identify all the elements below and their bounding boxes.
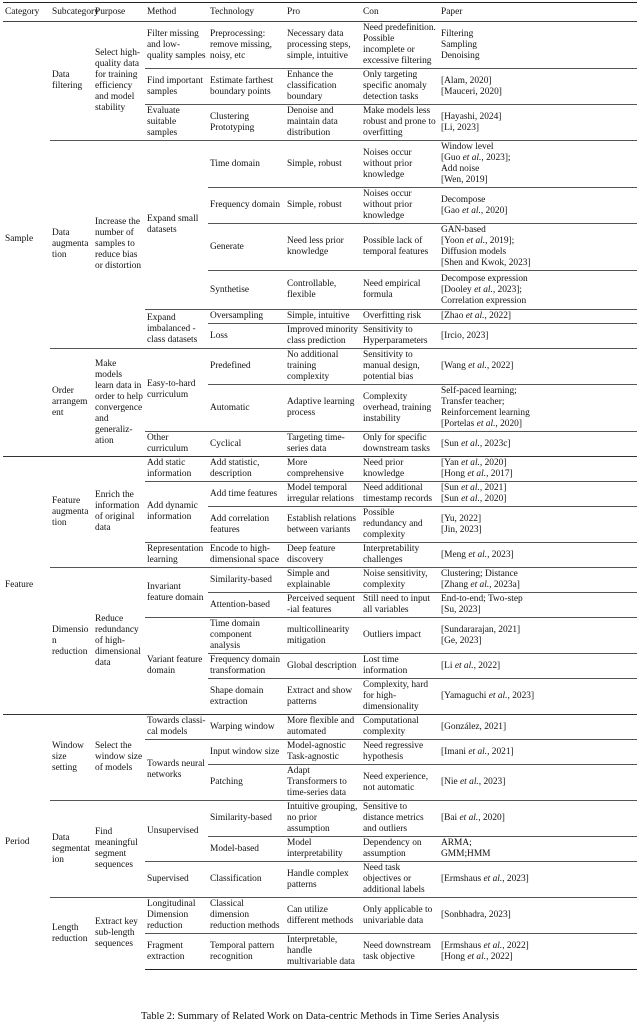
paper-cell: Self-paced learning; Transfer teacher; Reinforcement learning [Portelas et al., 2020]: [439, 385, 637, 432]
pro-cell: Adaptive learning process: [285, 385, 361, 432]
paper-cell: [Ermshaus et al., 2023]: [439, 862, 637, 898]
table-caption: Table 2: Summary of Related Work on Data-centric Methods in Time Series Analysis: [140, 1011, 500, 1022]
paper-cell: [Sun et al., 2023c]: [439, 432, 637, 457]
header-subcategory: Subcategory: [50, 3, 93, 22]
technology-cell: Classification: [208, 862, 285, 898]
pro-cell: Perceived sequent -ial features: [285, 593, 361, 618]
method-cell: Invariant feature domain: [145, 568, 208, 618]
pro-cell: Simple, robust: [285, 188, 361, 224]
paper-cell: Window level [Guo et al., 2023]; Add noise [Wen, 2019]: [439, 141, 637, 188]
purpose-cell: Enrich the information of original data: [93, 457, 145, 568]
pro-cell: Enhance the classification boundary: [285, 69, 361, 105]
header-method: Method: [145, 3, 208, 22]
table-row: [3, 22, 637, 69]
purpose-cell: Reduce redundancy of high-dimensional data: [93, 568, 145, 715]
method-cell: Filter missing and low-quality samples: [147, 28, 206, 61]
technology-cell: Similarity-based: [208, 568, 285, 593]
pro-cell: Denoise and maintain data distribution: [285, 105, 361, 141]
pro-cell: Model temporal irregular relations: [285, 482, 361, 507]
pro-cell: Controllable, flexible: [285, 271, 361, 310]
paper-cell: [Ermshaus et al., 2022] [Hong et al., 2022]: [439, 934, 637, 970]
subcategory-cell: Order arrangement: [50, 349, 93, 457]
table-row: [3, 349, 637, 385]
subcategory-cell: Window size setting: [50, 715, 93, 801]
header-technology: Technology: [208, 3, 285, 22]
purpose-cell: Find meaningful segment sequences: [93, 801, 145, 898]
method-cell: Variant feature domain: [145, 618, 208, 715]
technology-cell: Time domain component analysis: [208, 618, 285, 654]
subcategory-cell: Length reduction: [50, 898, 93, 970]
con-cell: Need prior knowledge: [361, 457, 439, 482]
con-cell: Sensitive to distance metrics and outliers: [361, 801, 439, 837]
technology-cell: Input window size: [208, 740, 285, 765]
table-row: [3, 568, 637, 593]
paper-cell: [Alam, 2020] [Mauceri, 2020]: [439, 69, 637, 105]
table-row: [3, 801, 637, 837]
con-cell: Need regressive hypothesis: [361, 740, 439, 765]
con-cell: Interpretability challenges: [361, 543, 439, 568]
paper-cell: [Ircio, 2023]: [439, 324, 637, 349]
technology-cell: Add correlation features: [208, 507, 285, 543]
paper-cell: [Sun et al., 2021] [Sun et al., 2020]: [439, 482, 637, 507]
pro-cell: Extract and show patterns: [285, 679, 361, 715]
con-cell: Noise sensitivity, complexity: [361, 568, 439, 593]
con-cell: Noises occur without prior knowledge: [361, 188, 439, 224]
header-purpose: Purpose: [93, 3, 145, 22]
table-row: [3, 141, 637, 188]
method-cell: Fragment extraction: [145, 934, 208, 970]
method-cell: Other curriculum: [145, 432, 208, 457]
paper-cell: [Yan et al., 2020] [Hong et al., 2017]: [439, 457, 637, 482]
con-cell: Need task objectives or additional labels: [361, 862, 439, 898]
paper-cell: [Sonbhadra, 2023]: [439, 898, 637, 934]
paper-cell: [Imani et al., 2021]: [439, 740, 637, 765]
pro-cell: More flexible and automated: [285, 715, 361, 740]
method-cell: Representation learning: [145, 543, 208, 568]
method-cell: Easy-to-hard curriculum: [145, 349, 208, 432]
pro-cell: Establish relations between variants: [285, 507, 361, 543]
pro-cell: Model interpretability: [285, 837, 361, 862]
con-cell: Need empirical formula: [361, 271, 439, 310]
technology-cell: Classical dimension reduction methods: [208, 898, 285, 934]
technology-cell: Loss: [208, 324, 285, 349]
con-cell: Complexity overhead, training instability: [361, 385, 439, 432]
pro-cell: Handle complex patterns: [285, 862, 361, 898]
con-cell: Still need to input all variables: [361, 593, 439, 618]
pro-cell: More comprehensive: [285, 457, 361, 482]
header-paper: Paper: [439, 3, 637, 22]
paper-cell: Clustering; Distance [Zhang et al., 2023a]: [439, 568, 637, 593]
subcategory-cell: Data augmentation: [50, 141, 93, 349]
paper-cell: [Nie et al., 2023]: [439, 765, 637, 801]
subcategory-cell: Feature augmentation: [50, 457, 93, 568]
con-cell: Computational complexity: [361, 715, 439, 740]
technology-cell: Cyclical: [208, 432, 285, 457]
technology-cell: Time domain: [208, 141, 285, 188]
technology-cell: Warping window: [208, 715, 285, 740]
technology-cell: Add time features: [208, 482, 285, 507]
method-cell: Find important samples: [145, 69, 208, 105]
pro-cell: Simple, intuitive: [285, 310, 361, 324]
con-cell: Outliers impact: [361, 618, 439, 654]
method-cell: Unsupervised: [145, 801, 208, 862]
method-cell: Evaluate suitable samples: [145, 105, 208, 141]
technology-cell: Temporal pattern recognition: [208, 934, 285, 970]
pro-cell: Necessary data processing steps, simple, intuitive: [287, 28, 351, 61]
paper-cell: [González, 2021]: [439, 715, 637, 740]
paper-cell: [Li et al., 2022]: [439, 654, 637, 679]
con-cell: Need experience, not automatic: [361, 765, 439, 801]
pro-cell: Simple and explainable: [285, 568, 361, 593]
technology-cell: Preprocessing: remove missing, noisy, etc: [210, 28, 272, 61]
method-cell: Towards neural networks: [145, 740, 208, 801]
pro-cell: Global description: [285, 654, 361, 679]
subcategory-cell: Dimension reduction: [50, 568, 93, 715]
technology-cell: Predefined: [208, 349, 285, 385]
paper-cell: [Meng et al., 2023]: [439, 543, 637, 568]
table-row: [3, 457, 637, 482]
pro-cell: Can utilize different methods: [285, 898, 361, 934]
table-row: [3, 715, 637, 740]
paper-cell: End-to-end; Two-step [Su, 2023]: [439, 593, 637, 618]
pro-cell: multicollinearity mitigation: [285, 618, 361, 654]
pro-cell: Improved minority class prediction: [285, 324, 361, 349]
technology-cell: Similarity-based: [208, 801, 285, 837]
pro-cell: Need less prior knowledge: [285, 224, 361, 271]
pro-cell: Simple, robust: [285, 141, 361, 188]
header-con: Con: [361, 3, 439, 22]
table-body: [3, 22, 637, 970]
technology-cell: Frequency domain transformation: [208, 654, 285, 679]
method-cell: Expand imbalanced -class datasets: [145, 310, 208, 349]
technology-cell: Model-based: [208, 837, 285, 862]
header-pro: Pro: [285, 3, 361, 22]
category-cell: Feature: [3, 457, 50, 715]
method-cell: Supervised: [145, 862, 208, 898]
pro-cell: Deep feature discovery: [285, 543, 361, 568]
purpose-cell: Make models learn data in order to help convergence and generaliz-ation: [93, 349, 145, 457]
paper-cell: ARMA; GMM;HMM: [439, 837, 637, 862]
paper-cell: Decompose expression [Dooley et al., 2023]; Correlation expression: [439, 271, 637, 310]
con-cell: Only applicable to univariable data: [361, 898, 439, 934]
con-cell: Possible lack of temporal features: [361, 224, 439, 271]
method-cell: Add dynamic information: [145, 482, 208, 543]
con-cell: Only targeting specific anomaly detection tasks: [361, 69, 439, 105]
purpose-cell: Increase the number of samples to reduce bias or distortion: [93, 141, 145, 349]
paper-cell: [Sundararajan, 2021] [Ge, 2023]: [439, 618, 637, 654]
method-cell: Add static information: [145, 457, 208, 482]
summary-table: [3, 2, 637, 970]
pro-cell: No additional training complexity: [285, 349, 361, 385]
con-cell: Only for specific downstream tasks: [361, 432, 439, 457]
con-cell: Dependency on assumption: [361, 837, 439, 862]
table-row: [3, 898, 637, 934]
con-cell: Make models less robust and prone to overfitting: [361, 105, 439, 141]
technology-cell: Oversampling: [208, 310, 285, 324]
paper-cell: [Yu, 2022] [Jin, 2023]: [439, 507, 637, 543]
pro-cell: Intuitive grouping, no prior assumption: [285, 801, 361, 837]
con-cell: Need predefinition. Possible incomplete or excessive filtering: [363, 23, 436, 66]
paper-cell: [Zhao et al., 2022]: [439, 310, 637, 324]
method-cell: Longitudinal Dimension reduction: [145, 898, 208, 934]
technology-cell: Shape domain extraction: [208, 679, 285, 715]
header-category: Category: [3, 3, 50, 22]
con-cell: Need downstream task objective: [361, 934, 439, 970]
technology-cell: Attention-based: [208, 593, 285, 618]
subcategory-cell: Data segmentation: [50, 801, 93, 898]
con-cell: Need additional timestamp records: [361, 482, 439, 507]
technology-cell: Clustering Prototyping: [208, 105, 285, 141]
method-cell: Towards classi-cal models: [145, 715, 208, 740]
purpose-cell: Select high-quality data for training efficiency and model stability: [95, 48, 141, 113]
purpose-cell: Extract key sub-length sequences: [93, 898, 145, 970]
pro-cell: Targeting time-series data: [285, 432, 361, 457]
technology-cell: Estimate farthest boundary points: [208, 69, 285, 105]
con-cell: Sensitivity to Hyperparameters: [361, 324, 439, 349]
subcategory-cell: Data filtering: [52, 70, 83, 91]
technology-cell: Add statistic, description: [208, 457, 285, 482]
method-cell: Expand small datasets: [145, 141, 208, 310]
paper-cell: [Wang et al., 2022]: [439, 349, 637, 385]
paper-cell: GAN-based [Yoon et al., 2019]; Diffusion models [Shen and Kwok, 2023]: [439, 224, 637, 271]
paper-cell: Decompose [Gao et al., 2020]: [439, 188, 637, 224]
pro-cell: Interpretable, handle multivariable data: [285, 934, 361, 970]
pro-cell: Model-agnostic Task-agnostic: [285, 740, 361, 765]
technology-cell: Synthetise: [208, 271, 285, 310]
paper-cell: [Yamaguchi et al., 2023]: [439, 679, 637, 715]
category-cell: Period: [3, 715, 50, 970]
paper-cell: Filtering Sampling Denoising: [441, 28, 480, 61]
header-row: [3, 3, 637, 22]
con-cell: Sensitivity to manual design, potential bias: [361, 349, 439, 385]
con-cell: Lost time information: [361, 654, 439, 679]
paper-cell: [Bai et al., 2020]: [439, 801, 637, 837]
technology-cell: Generate: [208, 224, 285, 271]
paper-cell: [Hayashi, 2024] [Li, 2023]: [439, 105, 637, 141]
purpose-cell: Select the window size of models: [93, 715, 145, 801]
technology-cell: Patching: [208, 765, 285, 801]
pro-cell: Adapt Transformers to time-series data: [285, 765, 361, 801]
con-cell: Noises occur without prior knowledge: [361, 141, 439, 188]
con-cell: Overfitting risk: [361, 310, 439, 324]
con-cell: Possible redundancy and complexity: [361, 507, 439, 543]
technology-cell: Frequency domain: [208, 188, 285, 224]
category-cell: Sample: [5, 233, 34, 244]
technology-cell: Automatic: [208, 385, 285, 432]
technology-cell: Encode to high-dimensional space: [208, 543, 285, 568]
con-cell: Complexity, hard for high-dimensionality: [361, 679, 439, 715]
